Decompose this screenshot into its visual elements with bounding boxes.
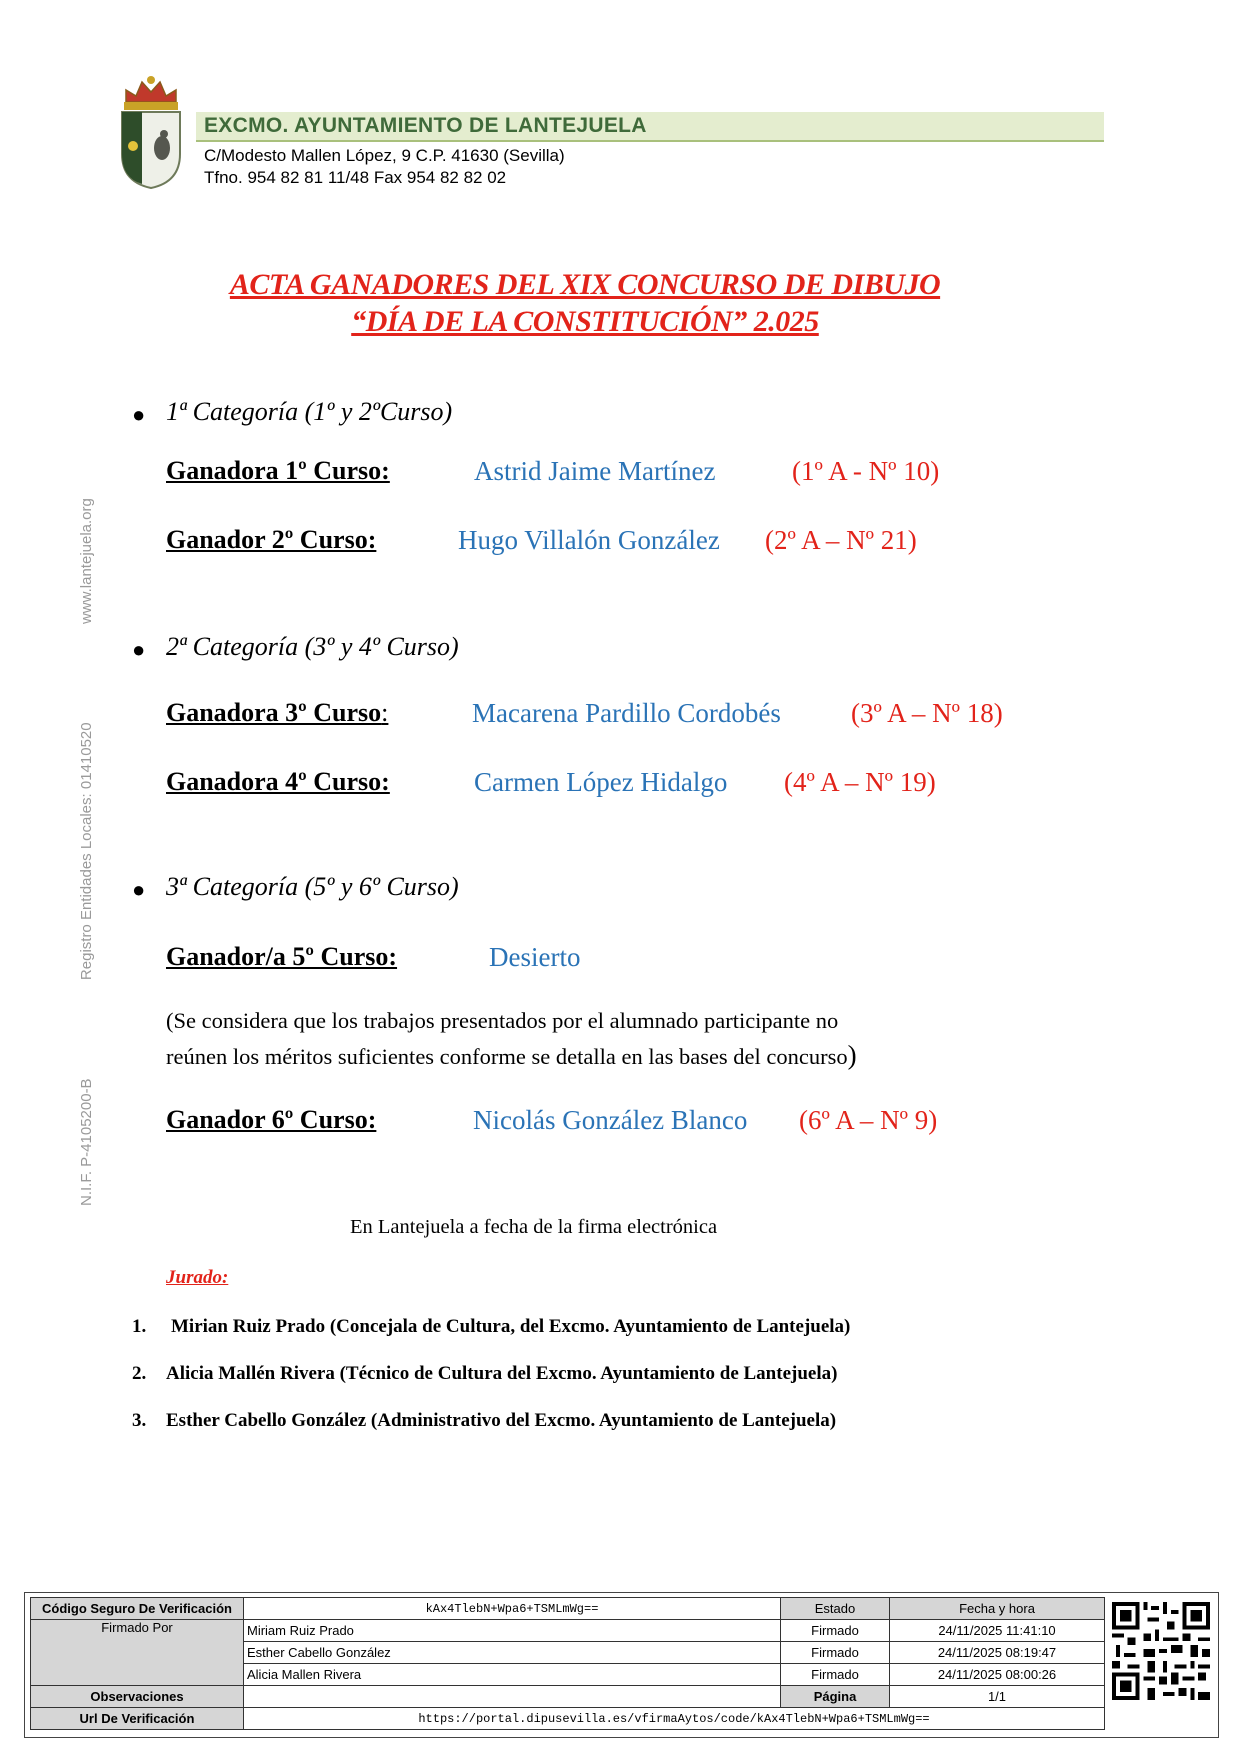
jury-number: 1.: [132, 1316, 147, 1337]
winner-class: (2º A – Nº 21): [765, 525, 917, 555]
desierto-note: [166, 1004, 1046, 1074]
fecha-label: Fecha y hora: [890, 1598, 1105, 1620]
jury-number: 2.: [132, 1363, 147, 1384]
jury-member: Esther Cabello González (Administrativo del Excmo. Ayuntamiento de Lantejuela): [166, 1410, 837, 1431]
signer-name: Alicia Mallen Rivera: [244, 1664, 781, 1686]
category-heading: 1ª Categoría (1º y 2ºCurso): [166, 397, 453, 426]
winner-label-colon: :: [381, 698, 389, 727]
jury-member: Mirian Ruiz Prado (Concejala de Cultura, del Excmo. Ayuntamiento de Lantejuela): [171, 1316, 851, 1337]
side-web: www.lantejuela.org: [78, 498, 95, 625]
bullet-icon: ●: [132, 402, 146, 427]
signer-fecha: 24/11/2025 08:00:26: [890, 1664, 1105, 1686]
side-info: [78, 498, 98, 1206]
obs-label: Observaciones: [31, 1686, 244, 1708]
winner-label: Ganadora 1º Curso:: [166, 456, 390, 485]
winner-label-group: [166, 698, 388, 728]
note-line-2: [166, 1038, 1046, 1074]
winner-name: Nicolás González Blanco: [473, 1105, 748, 1135]
pagina-value: 1/1: [890, 1686, 1105, 1708]
firmado-label: Firmado Por: [31, 1620, 244, 1686]
signer-name: Miriam Ruiz Prado: [244, 1620, 781, 1642]
signer-fecha: 24/11/2025 08:19:47: [890, 1642, 1105, 1664]
jury-title: Jurado:: [166, 1267, 229, 1288]
signer-name: Esther Cabello González: [244, 1642, 781, 1664]
winner-class: (3º A – Nº 18): [851, 698, 1003, 728]
obs-value: [244, 1686, 781, 1708]
note-line: (Se considera que los trabajos presentados por el alumnado participante no: [166, 1008, 839, 1033]
signature-table: [30, 1597, 1105, 1730]
winner-name: Macarena Pardillo Cordobés: [472, 698, 781, 728]
org-name: EXCMO. AYUNTAMIENTO DE LANTEJUELA: [204, 114, 647, 137]
category-heading: 2ª Categoría (3º y 4º Curso): [166, 632, 459, 661]
place-date: En Lantejuela a fecha de la firma electrónica: [350, 1216, 718, 1238]
org-phone: Tfno. 954 82 81 11/48 Fax 954 82 82 02: [204, 168, 507, 187]
signer-fecha: 24/11/2025 11:41:10: [890, 1620, 1105, 1642]
side-registro: Registro Entidades Locales: 01410520: [78, 722, 95, 981]
winner-name: Carmen López Hidalgo: [474, 767, 728, 797]
pagina-label: Página: [781, 1686, 890, 1708]
estado-label: Estado: [781, 1598, 890, 1620]
url-value[interactable]: https://portal.dipusevilla.es/vfirmaAytos/code/kAx4TlebN+Wpa6+TSMLmWg==: [244, 1708, 1105, 1730]
url-label: Url De Verificación: [31, 1708, 244, 1730]
winner-name: Desierto: [489, 942, 581, 972]
coat-of-arms-icon: [118, 72, 184, 190]
winner-class: (4º A – Nº 19): [784, 767, 936, 797]
category-heading: 3ª Categoría (5º y 6º Curso): [166, 872, 459, 901]
bullet-icon: ●: [132, 637, 146, 662]
winner-name: Hugo Villalón González: [458, 525, 720, 555]
signer-estado: Firmado: [781, 1642, 890, 1664]
winner-class: (1º A - Nº 10): [792, 456, 940, 486]
winner-label: Ganador 2º Curso:: [166, 525, 377, 554]
org-address: C/Modesto Mallen López, 9 C.P. 41630 (Sevilla): [204, 146, 565, 165]
winner-label: Ganadora 4º Curso:: [166, 767, 390, 796]
csv-label: Código Seguro De Verificación: [31, 1598, 244, 1620]
bullet-icon: ●: [132, 877, 146, 902]
csv-value: kAx4TlebN+Wpa6+TSMLmWg==: [244, 1598, 781, 1620]
winner-class: (6º A – Nº 9): [799, 1105, 938, 1135]
signer-estado: Firmado: [781, 1664, 890, 1686]
winner-name: Astrid Jaime Martínez: [474, 456, 716, 486]
side-nif: N.I.F. P-4105200-B: [78, 1078, 95, 1206]
winner-label: Ganador 6º Curso:: [166, 1105, 377, 1134]
winner-label: Ganadora 3º Curso: [166, 698, 382, 727]
note-text: reúnen los méritos suficientes conforme se detalla en las bases del concurso: [166, 1044, 848, 1069]
signer-estado: Firmado: [781, 1620, 890, 1642]
jury-member: Alicia Mallén Rivera (Técnico de Cultura del Excmo. Ayuntamiento de Lantejuela): [166, 1363, 838, 1384]
doc-title-line2: “DÍA DE LA CONSTITUCIÓN” 2.025: [351, 305, 819, 338]
jury-number: 3.: [132, 1410, 147, 1431]
note-close: ): [847, 1040, 857, 1070]
qr-code-icon: [1112, 1602, 1210, 1700]
winner-label: Ganador/a 5º Curso:: [166, 942, 398, 971]
doc-title-line1: ACTA GANADORES DEL XIX CONCURSO DE DIBUJO: [229, 268, 941, 301]
